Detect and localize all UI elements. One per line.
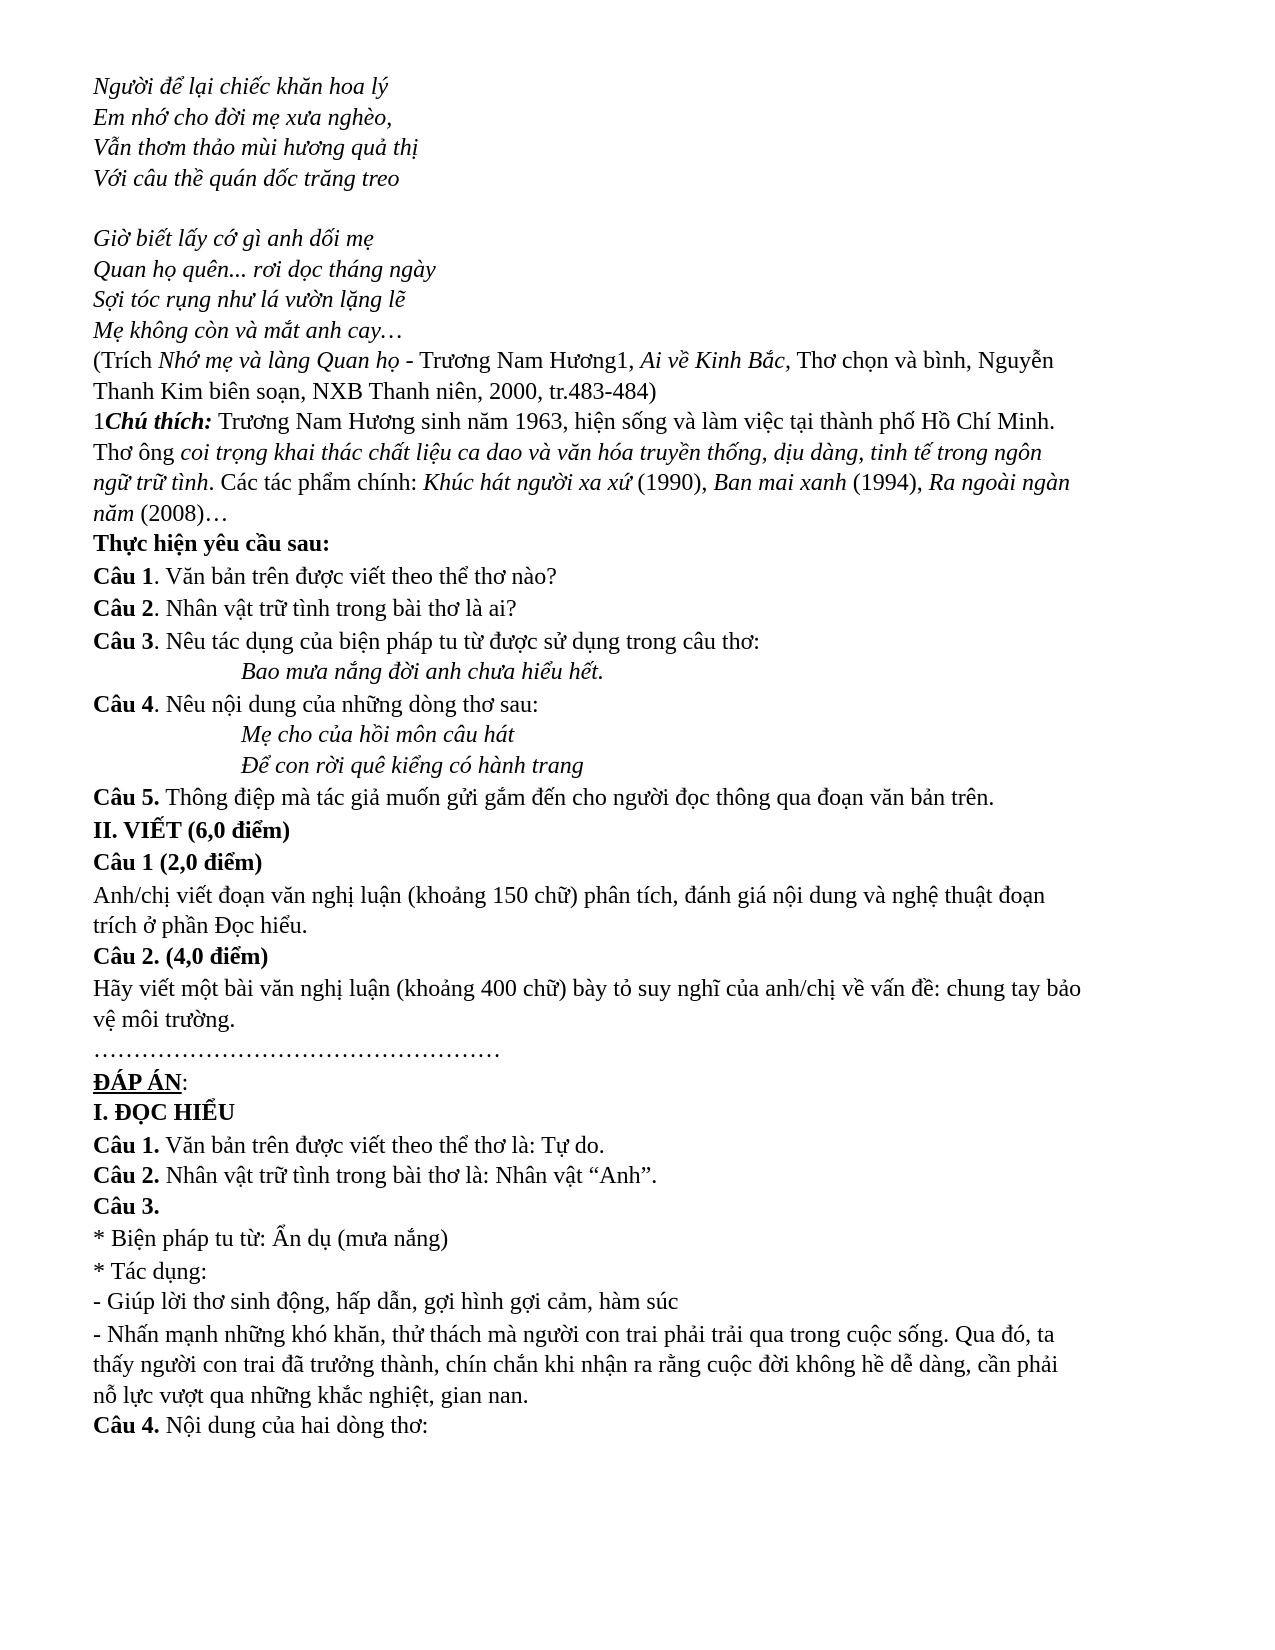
answers-heading-colon: :	[181, 1069, 189, 1096]
question-text: . Nhân vật trữ tình trong bài thơ là ai?	[153, 596, 517, 622]
poem-line: Người để lại chiếc khăn hoa lý	[93, 74, 389, 100]
question-text: . Nêu nội dung của những dòng thơ sau:	[153, 691, 539, 718]
writing-question-2-heading: Câu 2. (4,0 điểm)	[93, 943, 269, 970]
footnote-text: coi trọng khai thác chất liệu ca dao và văn hóa truyền thống, dịu dàng, tinh tế trong ngôn	[180, 439, 1043, 466]
writing-question-1-text: Anh/chị viết đoạn văn nghị luận (khoảng 150 chữ) phân tích, đánh giá nội dung và nghệ thuật đoạn	[93, 882, 1046, 909]
citation-poem-title: Nhớ mẹ và làng Quan họ	[158, 348, 400, 374]
work-title: Khúc hát người xa xứ	[423, 470, 632, 496]
citation-text: (Trích	[93, 348, 159, 374]
footnote-text: Trương Nam Hương sinh năm 1963, hiện sống và làm việc tại thành phố Hồ Chí Minh.	[212, 409, 1056, 435]
answer-3-label: Câu 3.	[93, 1193, 160, 1220]
footnote-number: 1	[93, 409, 105, 435]
answer-3-effect: nỗ lực vượt qua những khắc nghiệt, gian nan.	[93, 1382, 529, 1409]
stanza-gap	[93, 194, 1203, 224]
answer-3-effect: - Nhấn mạnh những khó khăn, thử thách mà người con trai phải trải qua trong cuộc sống. Qua đó, ta	[93, 1321, 1055, 1348]
poem-line: Sợi tóc rụng như lá vườn lặng lẽ	[93, 287, 406, 313]
answer-1	[93, 1131, 1203, 1162]
footnote-text: . Các tác phẩm chính:	[208, 470, 424, 496]
quoted-verse: Bao mưa nắng đời anh chưa hiểu hết.	[241, 659, 604, 685]
poem-line: Với câu thề quán dốc trăng treo	[93, 165, 400, 192]
answers-heading: ĐÁP ÁN	[93, 1069, 182, 1096]
writing-question-1-text: trích ở phần Đọc hiểu.	[93, 913, 308, 939]
writing-section	[93, 816, 1203, 1066]
citation	[93, 346, 1203, 407]
footnote-label: Chú thích:	[105, 409, 213, 435]
question-label: Câu 1	[93, 563, 154, 590]
question-5	[93, 783, 1203, 814]
dotted-separator: ……………………………………………	[93, 1037, 501, 1063]
citation-book-title: Ai về Kinh Bắc,	[640, 348, 791, 374]
document-page	[93, 72, 1203, 1442]
poem-line: Giờ biết lấy cớ gì anh dối mẹ	[93, 226, 374, 252]
tasks-heading: Thực hiện yêu cầu sau:	[93, 531, 331, 557]
citation-text: - Trương Nam Hương1,	[399, 348, 641, 374]
answer-label: Câu 1.	[93, 1132, 160, 1159]
answer-3-effect: - Giúp lời thơ sinh động, hấp dẫn, gợi hình gợi cảm, hàm súc	[93, 1289, 679, 1315]
writing-question-1-heading: Câu 1 (2,0 điểm)	[93, 850, 263, 876]
poem-line: Vẫn thơm thảo mùi hương quả thị	[93, 135, 419, 161]
question-text: . Văn bản trên được viết theo thể thơ nào?	[153, 563, 557, 590]
tasks-section	[93, 529, 1203, 814]
answer-text: Nội dung của hai dòng thơ:	[159, 1413, 429, 1439]
question-label: Câu 2	[93, 596, 154, 622]
work-title: năm	[93, 500, 135, 527]
question-label: Câu 5.	[93, 785, 160, 811]
question-label: Câu 3	[93, 628, 154, 655]
poem-stanza-2	[93, 224, 1203, 346]
work-year: (2008)…	[134, 500, 229, 527]
work-title: Ban mai xanh	[713, 470, 847, 496]
footnote-text: Thơ ông	[93, 439, 181, 466]
answer-4	[93, 1411, 1203, 1442]
poem-line: Em nhớ cho đời mẹ xưa nghèo,	[93, 104, 393, 131]
work-title: Ra ngoài ngàn	[928, 470, 1071, 496]
answer-text: Nhân vật trữ tình trong bài thơ là: Nhân vật “Anh”.	[159, 1163, 658, 1189]
answer-text: Văn bản trên được viết theo thể thơ là: Tự do.	[159, 1132, 605, 1159]
answers-section	[93, 1068, 1203, 1442]
question-4	[93, 690, 1203, 721]
answer-3-effect: thấy người con trai đã trưởng thành, chín chắn khi nhận ra rằng cuộc đời không hề dễ dàng, cần phải	[93, 1352, 1059, 1378]
question-3	[93, 627, 1203, 658]
question-1	[93, 562, 1203, 593]
question-text: . Nêu tác dụng của biện pháp tu từ được sử dụng trong câu thơ:	[153, 628, 760, 655]
answers-section-title: I. ĐỌC HIỂU	[93, 1100, 236, 1126]
quoted-verse: Để con rời quê kiểng có hành trang	[241, 752, 584, 779]
footnote	[93, 407, 1203, 529]
answer-2	[93, 1161, 1203, 1192]
quoted-verse: Mẹ cho của hồi môn câu hát	[241, 722, 515, 748]
writing-heading: II. VIẾT (6,0 điểm)	[93, 817, 291, 844]
writing-question-2-text: vệ môi trường.	[93, 1006, 236, 1033]
answer-3-effect-label: * Tác dụng:	[93, 1258, 208, 1285]
work-year: (1990),	[631, 470, 714, 496]
work-year: (1994),	[846, 470, 929, 496]
question-text: Thông điệp mà tác giả muốn gửi gắm đến cho người đọc thông qua đoạn văn bản trên.	[159, 785, 995, 811]
citation-text: Thơ chọn và bình, Nguyễn	[790, 348, 1054, 374]
poem-line: Quan họ quên... rơi dọc tháng ngày	[93, 256, 436, 283]
footnote-text: ngữ trữ tình	[93, 470, 209, 496]
question-label: Câu 4	[93, 691, 154, 718]
writing-question-2-text: Hãy viết một bài văn nghị luận (khoảng 400 chữ) bày tỏ suy nghĩ của anh/chị về vấn đề: chung tay bảo	[93, 976, 1082, 1002]
question-2	[93, 594, 1203, 625]
poem-stanza-1	[93, 72, 1203, 194]
poem-line: Mẹ không còn và mắt anh cay…	[93, 317, 403, 344]
answer-3-device: * Biện pháp tu từ: Ẩn dụ (mưa nắng)	[93, 1226, 449, 1252]
answer-label: Câu 2.	[93, 1163, 160, 1189]
answer-label: Câu 4.	[93, 1413, 160, 1439]
citation-text: Thanh Kim biên soạn, NXB Thanh niên, 2000, tr.483-484)	[93, 378, 657, 405]
